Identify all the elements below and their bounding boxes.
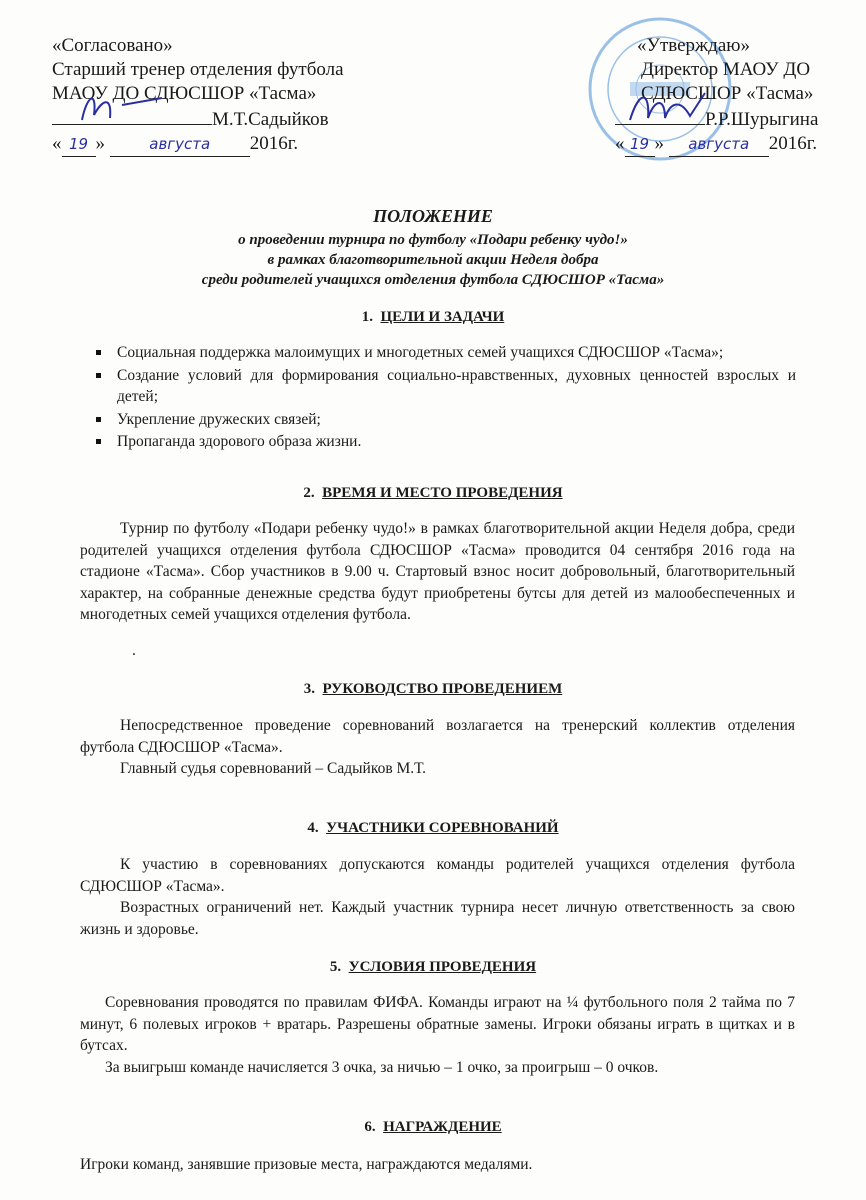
approval-organization: МАОУ ДО СДЮСШОР «Тасма» xyxy=(52,83,317,104)
subtitle-line: в рамках благотворительной акции Неделя добра xyxy=(267,252,599,268)
paragraph: За выигрыш команде начисляется 3 очка, за ничью – 1 очко, за проигрыш – 0 очков. xyxy=(105,1058,659,1076)
section-body xyxy=(80,854,795,940)
approval-position: Старший тренер отделения футбола xyxy=(52,59,344,80)
approval-date: « 19 » августа 2016г. xyxy=(615,132,818,157)
section-body xyxy=(80,992,795,1078)
signature-icon xyxy=(620,88,720,128)
approval-position: Директор МАОУ ДО xyxy=(641,59,811,80)
approval-organization: СДЮСШОР «Тасма» xyxy=(641,83,814,104)
goals-list xyxy=(96,342,796,454)
document-title: ПОЛОЖЕНИЕ xyxy=(373,206,493,226)
paragraph: К участию в соревнованиях допускаются команды родителей учащихся отделения футбола СДЮСШОР «Тасма». xyxy=(80,856,795,895)
signer-name: М.Т.Садыйков xyxy=(212,109,329,130)
section-heading xyxy=(0,309,866,326)
approval-date: « 19 » августа 2016г. xyxy=(52,132,344,157)
signature-line xyxy=(615,106,818,132)
date-day: 19 xyxy=(62,132,96,157)
paragraph: Главный судья соревнований – Садыйков М.Т. xyxy=(120,760,426,777)
paragraph: Игроки команд, занявшие призовые места, награждаются медалями. xyxy=(80,1156,533,1173)
document-subtitle xyxy=(0,230,866,290)
paragraph: Непосредственное проведение соревнований возлагается на тренерский коллектив отделения футбола СДЮСШОР «Тасма». xyxy=(80,717,795,756)
approval-block-left xyxy=(52,34,344,157)
section-number: 6. xyxy=(364,1119,376,1135)
approval-block-right xyxy=(615,34,818,157)
section-number: 2. xyxy=(303,485,315,501)
section-heading xyxy=(0,1119,866,1136)
section-heading xyxy=(0,681,866,698)
section-body xyxy=(80,715,795,780)
section-body xyxy=(80,518,795,661)
section-title: РУКОВОДСТВО ПРОВЕДЕНИЕМ xyxy=(322,681,563,697)
section-title: УСЛОВИЯ ПРОВЕДЕНИЯ xyxy=(348,959,537,975)
list-item: Социальная поддержка малоимущих и многодетных семей учащихся СДЮСШОР «Тасма»; xyxy=(96,342,796,364)
paragraph: Возрастных ограничений нет. Каждый участник турнира несет личную ответственность за свою жизнь и здоровье. xyxy=(80,899,795,938)
date-month: августа xyxy=(669,132,769,157)
paragraph: Турнир по футболу «Подари ребенку чудо!» в рамках благотворительной акции Неделя добра, среди родителей учащихся отделения футбола СДЮСШОР «Тасма» проводится 04 сентября 2016 года на стадионе «Тасма». Сбор участников в 9.00 ч. Стартовый взнос носит добровольный, благотворительный характер, на собранные денежные средства будут приобретены бутсы для детей из малообеспеченных и многодетных семей учащихся отделения футбола. xyxy=(80,520,795,623)
subtitle-line: среди родителей учащихся отделения футбола СДЮСШОР «Тасма» xyxy=(201,272,665,288)
section-number: 3. xyxy=(303,681,316,697)
approval-label: «Согласовано» xyxy=(52,35,173,56)
section-heading xyxy=(0,485,866,502)
signature-line xyxy=(52,106,344,132)
section-number: 1. xyxy=(361,309,373,325)
date-month: августа xyxy=(110,132,250,157)
list-item: Создание условий для формирования социально-нравственных, духовных ценностей взрослых и детей; xyxy=(96,365,796,408)
section-title: УЧАСТНИКИ СОРЕВНОВАНИЙ xyxy=(326,820,559,836)
signer-name: Р.Р.Шурыгина xyxy=(705,109,819,130)
section-number: 4. xyxy=(307,820,319,836)
date-year: 2016г. xyxy=(768,133,818,154)
list-item: Укрепление дружеских связей; xyxy=(96,409,796,431)
section-heading xyxy=(0,959,866,976)
paragraph: Соревнования проводятся по правилам ФИФА. Команды играют на ¼ футбольного поля 2 тайма по 7 минут, 6 полевых игроков + вратарь. Разрешены обратные замены. Игроки обязаны играть в щитках и в бутсах. xyxy=(80,994,795,1054)
subtitle-line: о проведении турнира по футболу «Подари ребенку чудо!» xyxy=(238,232,628,248)
section-title: ЦЕЛИ И ЗАДАЧИ xyxy=(380,309,505,325)
section-title: ВРЕМЯ И МЕСТО ПРОВЕДЕНИЯ xyxy=(322,485,563,501)
date-day: 19 xyxy=(625,132,655,157)
signature-icon xyxy=(72,90,192,130)
list-item: Пропаганда здорового образа жизни. xyxy=(96,431,796,453)
date-year: 2016г. xyxy=(249,133,299,154)
approval-label: «Утверждаю» xyxy=(637,35,750,56)
paragraph: . xyxy=(132,641,136,659)
section-title: НАГРАЖДЕНИЕ xyxy=(383,1119,502,1135)
section-body xyxy=(80,1154,795,1176)
section-number: 5. xyxy=(329,959,342,975)
section-heading xyxy=(0,820,866,837)
